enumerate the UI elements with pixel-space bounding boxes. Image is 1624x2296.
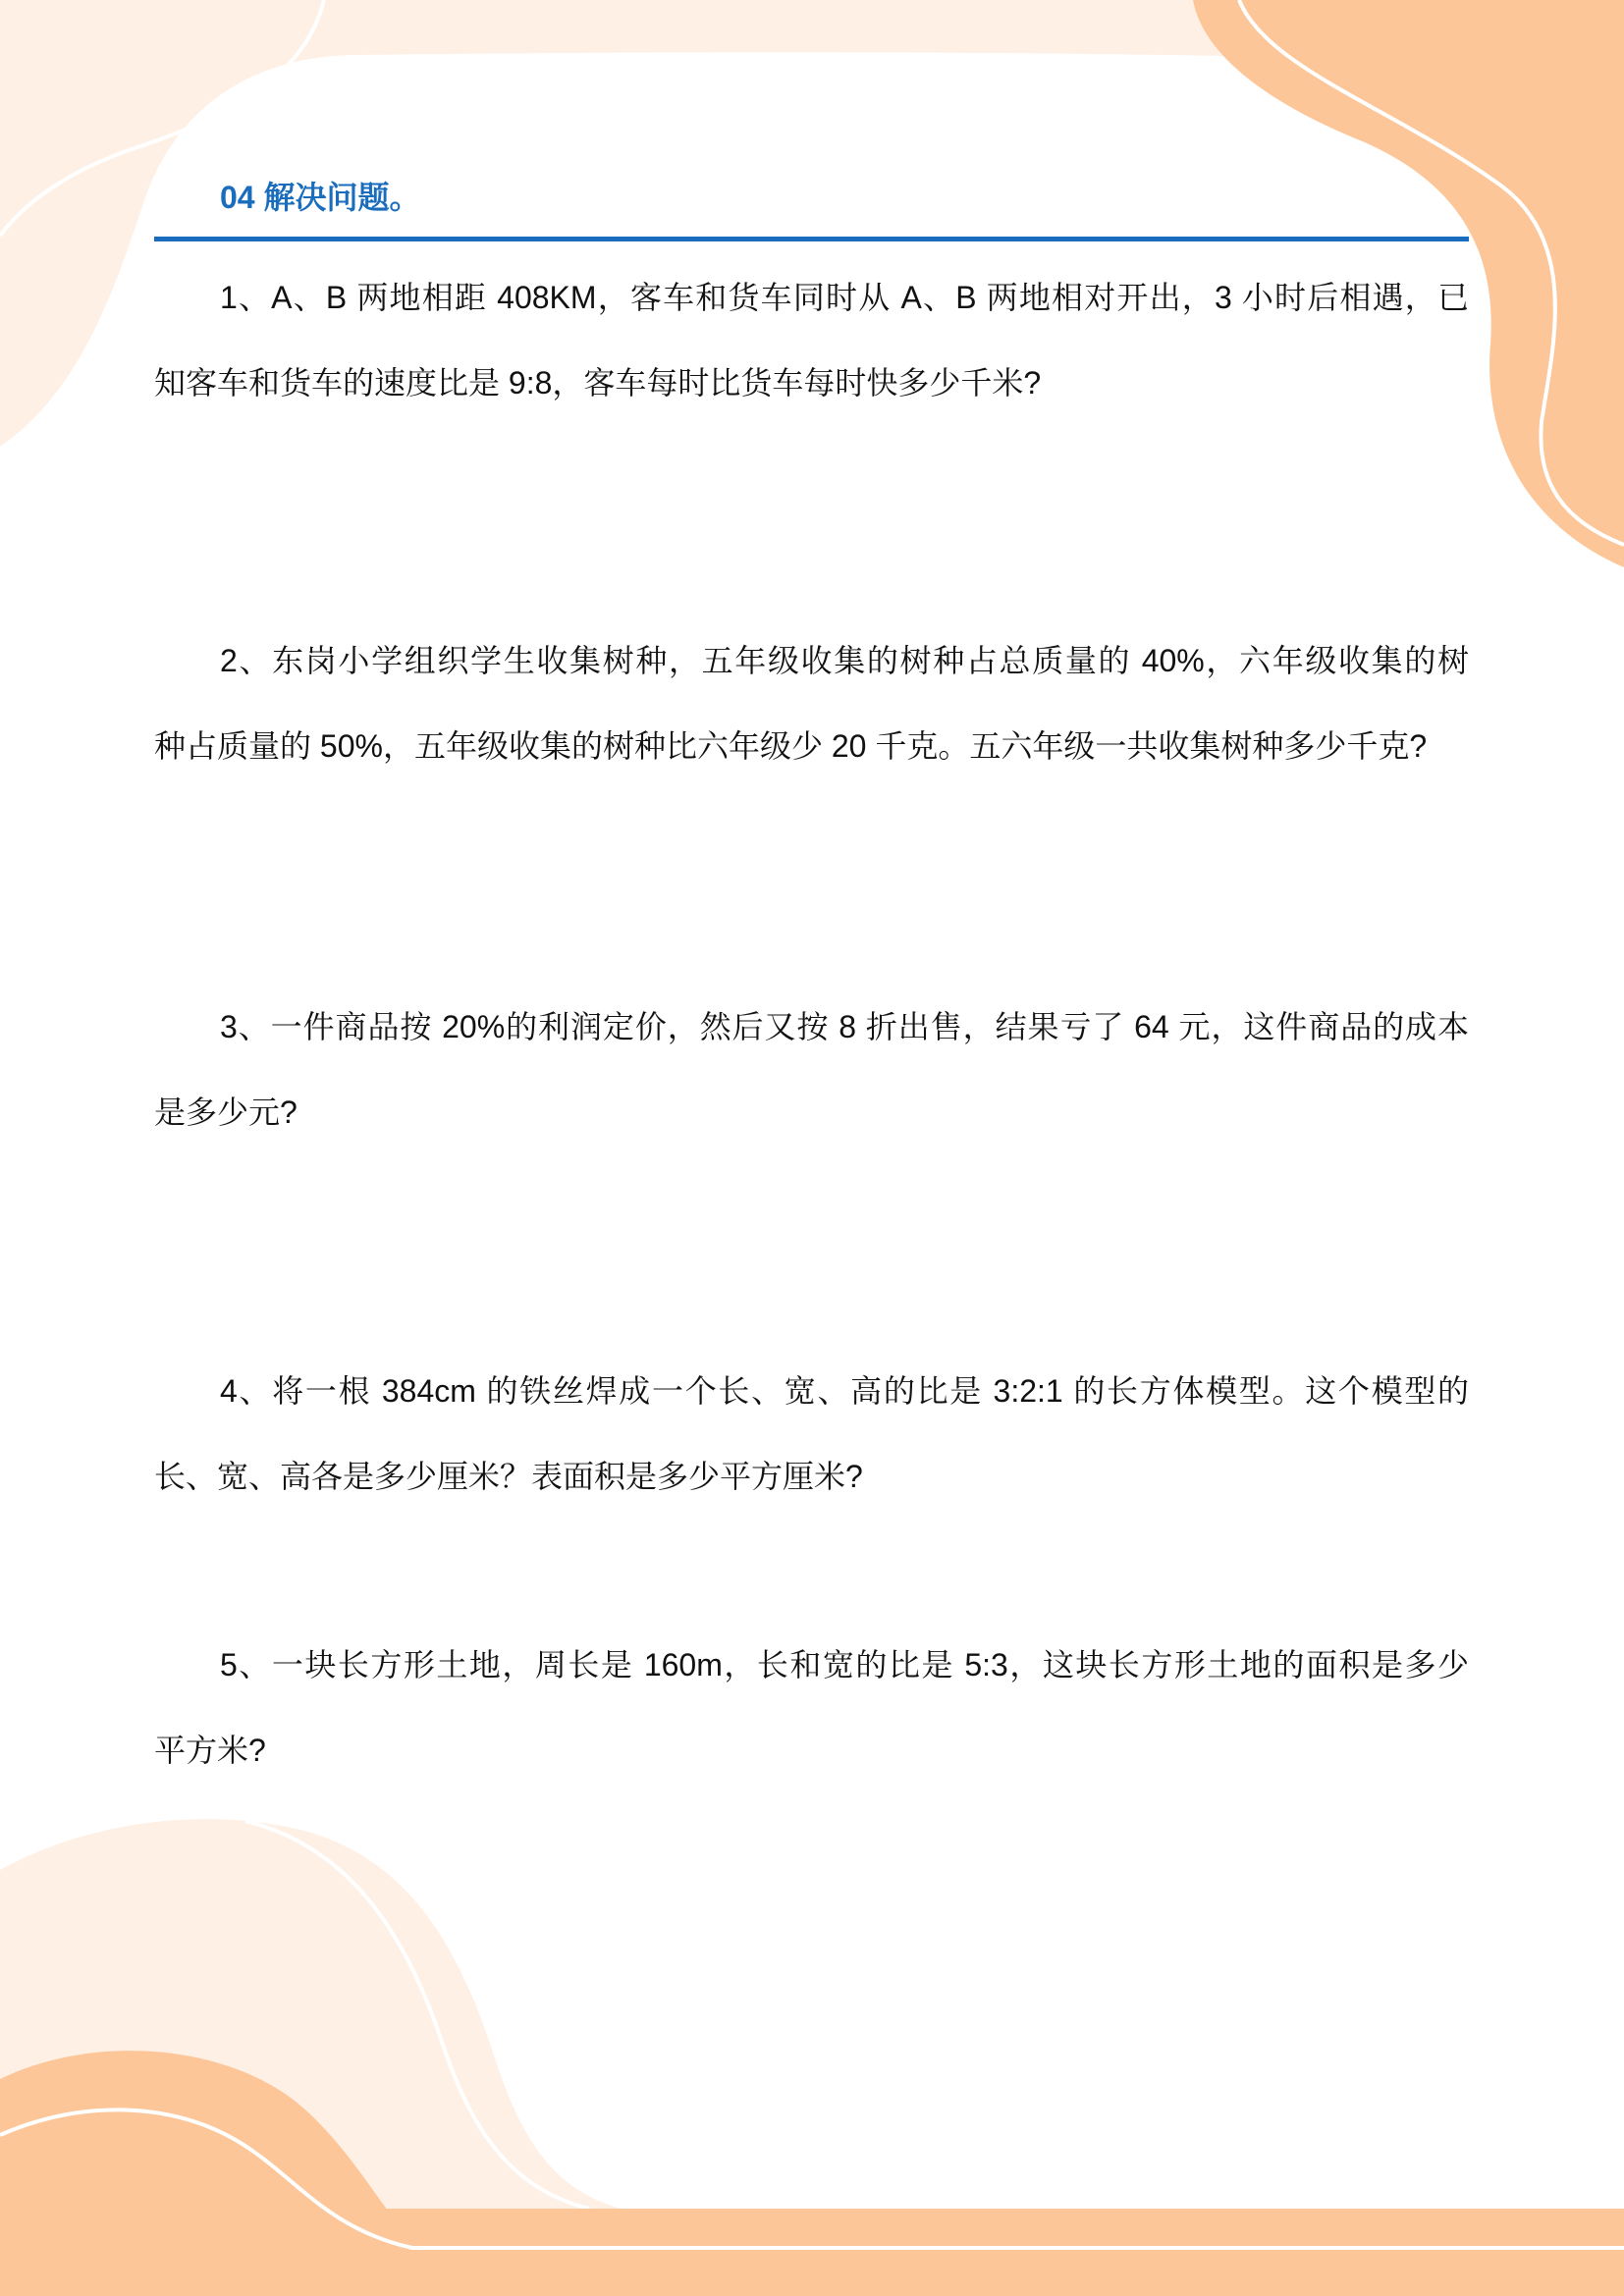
problem-2-line-2: 种占质量的 50%，五年级收集的树种比六年级少 20 千克。五六年级一共收集树种多少千克?: [154, 728, 1428, 764]
problem-1-line-2: 知客车和货车的速度比是 9:8，客车每时比货车每时快多少千米?: [154, 365, 1042, 400]
problem-1-line-1: 1、A、B 两地相距 408KM，客车和货车同时从 A、B 两地相对开出，3 小时后相遇，已: [220, 280, 1469, 315]
problem-5: [154, 1623, 1469, 1793]
problem-4-line-1: 4、将一根 384cm 的铁丝焊成一个长、宽、高的比是 3:2:1 的长方体模型。这个模型的: [220, 1373, 1469, 1409]
problem-5-line-1: 5、一块长方形土地，周长是 160m，长和宽的比是 5:3，这块长方形土地的面积是多少: [220, 1647, 1469, 1682]
problem-1: [154, 255, 1469, 426]
problem-5-line-2: 平方米?: [154, 1733, 266, 1768]
problem-3-line-2: 是多少元?: [154, 1095, 298, 1130]
heading-underline: [154, 237, 1469, 241]
problem-3-line-1: 3、一件商品按 20%的利润定价，然后又按 8 折出售，结果亏了 64 元，这件商品的成本: [220, 1009, 1469, 1044]
problem-4-line-2: 长、宽、高各是多少厘米？表面积是多少平方厘米?: [154, 1459, 863, 1494]
problem-3: [154, 985, 1469, 1155]
problem-2: [154, 618, 1469, 789]
bottom-band: [0, 2209, 1624, 2296]
problem-2-line-1: 2、东岗小学组织学生收集树种，五年级收集的树种占总质量的 40%，六年级收集的树: [220, 643, 1469, 678]
problem-4: [154, 1349, 1469, 1520]
section-heading: 04 解决问题。: [220, 180, 421, 215]
